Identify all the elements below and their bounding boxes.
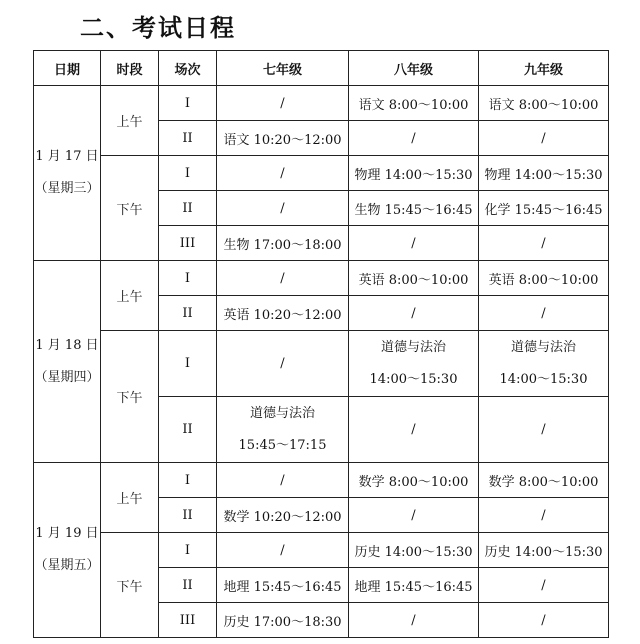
session-cell: II [159, 498, 217, 533]
session-cell: I [159, 533, 217, 568]
grade-8-cell: / [349, 498, 479, 533]
exam-schedule-table [33, 50, 609, 638]
grade-7-cell: / [217, 331, 349, 397]
session-cell: I [159, 156, 217, 191]
grade-8-cell: / [349, 296, 479, 331]
grade-8-cell: / [349, 226, 479, 261]
table-row [34, 261, 609, 296]
time-label: 15:45～17:15 [238, 437, 327, 453]
session-cell: II [159, 568, 217, 603]
subject-label: 道德与法治 [510, 339, 576, 355]
grade-8-cell: 生物 15:45～16:45 [349, 191, 479, 226]
grade-7-cell: / [217, 261, 349, 296]
date-label: 1 月 17 日 [35, 149, 99, 164]
grade-8-cell: / [349, 121, 479, 156]
grade-8-cell: / [349, 603, 479, 638]
period-pm: 下午 [101, 156, 159, 261]
header-grade-8: 八年级 [349, 51, 479, 86]
grade-7-cell: / [217, 533, 349, 568]
grade-9-cell: / [479, 498, 609, 533]
grade-7-cell: / [217, 86, 349, 121]
header-row [34, 51, 609, 86]
grade-9-cell: / [479, 121, 609, 156]
grade-8-cell: 历史 14:00～15:30 [349, 533, 479, 568]
grade-8-cell: 语文 8:00～10:00 [349, 86, 479, 121]
header-grade-9: 九年级 [479, 51, 609, 86]
table-row [34, 533, 609, 568]
grade-9-cell: 语文 8:00～10:00 [479, 86, 609, 121]
grade-7-cell: 历史 17:00～18:30 [217, 603, 349, 638]
grade-8-cell: 数学 8:00～10:00 [349, 463, 479, 498]
session-cell: I [159, 86, 217, 121]
grade-9-cell: / [479, 397, 609, 463]
period-pm: 下午 [101, 331, 159, 463]
period-am: 上午 [101, 463, 159, 533]
grade-7-cell: / [217, 463, 349, 498]
grade-8-cell: / [349, 397, 479, 463]
header-session: 场次 [159, 51, 217, 86]
time-label: 14:00～15:30 [369, 371, 458, 387]
grade-9-cell: 历史 14:00～15:30 [479, 533, 609, 568]
period-am: 上午 [101, 261, 159, 331]
page-title: 二、考试日程 [80, 14, 236, 42]
date-cell [34, 86, 101, 261]
grade-9-cell: 英语 8:00～10:00 [479, 261, 609, 296]
date-label: 1 月 19 日 [35, 526, 99, 541]
grade-7-cell: 数学 10:20～12:00 [217, 498, 349, 533]
session-cell: I [159, 463, 217, 498]
date-cell [34, 463, 101, 638]
grade-9-cell: 物理 14:00～15:30 [479, 156, 609, 191]
table-row [34, 156, 609, 191]
table-row [34, 86, 609, 121]
session-cell: I [159, 331, 217, 397]
grade-7-cell: 地理 15:45～16:45 [217, 568, 349, 603]
grade-8-cell: 地理 15:45～16:45 [349, 568, 479, 603]
period-am: 上午 [101, 86, 159, 156]
grade-8-cell [349, 331, 479, 397]
session-cell: II [159, 397, 217, 463]
grade-8-cell: 英语 8:00～10:00 [349, 261, 479, 296]
grade-9-cell: / [479, 568, 609, 603]
grade-7-cell: / [217, 191, 349, 226]
grade-9-cell: 化学 15:45～16:45 [479, 191, 609, 226]
weekday-label: （星期五） [34, 558, 100, 573]
header-period: 时段 [101, 51, 159, 86]
table-row [34, 331, 609, 397]
time-label: 14:00～15:30 [499, 371, 588, 387]
session-cell: III [159, 603, 217, 638]
grade-9-cell: / [479, 296, 609, 331]
weekday-label: （星期三） [34, 181, 100, 196]
grade-7-cell: 生物 17:00～18:00 [217, 226, 349, 261]
grade-7-cell: 语文 10:20～12:00 [217, 121, 349, 156]
table-row [34, 463, 609, 498]
grade-8-cell: 物理 14:00～15:30 [349, 156, 479, 191]
session-cell: II [159, 121, 217, 156]
subject-label: 道德与法治 [249, 405, 315, 421]
grade-9-cell: 数学 8:00～10:00 [479, 463, 609, 498]
weekday-label: （星期四） [34, 369, 100, 385]
session-cell: I [159, 261, 217, 296]
grade-7-cell [217, 397, 349, 463]
header-grade-7: 七年级 [217, 51, 349, 86]
grade-7-cell: 英语 10:20～12:00 [217, 296, 349, 331]
grade-7-cell: / [217, 156, 349, 191]
session-cell: III [159, 226, 217, 261]
header-date: 日期 [34, 51, 101, 86]
grade-9-cell: / [479, 226, 609, 261]
date-label: 1 月 18 日 [35, 337, 99, 353]
grade-9-cell: / [479, 603, 609, 638]
grade-9-cell [479, 331, 609, 397]
session-cell: II [159, 191, 217, 226]
subject-label: 道德与法治 [380, 339, 446, 355]
date-cell [34, 261, 101, 463]
session-cell: II [159, 296, 217, 331]
period-pm: 下午 [101, 533, 159, 638]
